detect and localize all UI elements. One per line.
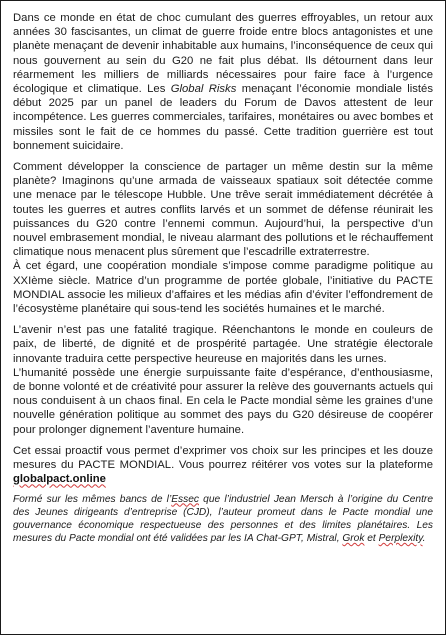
platform-link[interactable]: globalpact.online: [13, 473, 106, 486]
paragraph-intro-text-end: menaçant l’économie mondiale listés début 2025 par un panel de leaders du Forum de Davos attestent de leur incompétence. Les guerres commerciales, tarifaires, monétaires ou avec bombes et missiles sont le fait de ce hommes du passé. Cette tradition guerrière est tout bonnement suicidaire.: [13, 83, 433, 152]
footnote-text-1: Formé sur les mêmes bancs de l’: [13, 493, 172, 505]
paragraph-spaceships: Comment développer la conscience de partager un même destin sur la même planète? Imaginons qu’une armada de vaisseaux spatiaux soit détectée comme une menace par le télescope Hubble. Une trêve serait immédiatement décrétée à toutes les guerres et autres conflits larvés et un sommet de défense réunirait les puissances du G20 contre l’ennemi commun. Aujourd’hui, la perspective d’un nouvel embrasement mondial, le niveau alarmant des pollutions et le réchauffement climatique nous menacent plus sûrement que l’escadrille extraterrestre.: [13, 161, 433, 259]
paragraph-intro: [13, 11, 433, 153]
paragraph-cooperation: À cet égard, une coopération mondiale s’impose comme paradigme politique au XXIème siècle. Matrice d’un programme de portée globale, l’initiative du PACTE MONDIAL associe les milieux d’affaires et les médias afin d’éviter l’effondrement de l’écosystème planétaire qui sous-tend les sociétés humaines et le marché.: [13, 260, 433, 316]
footnote-perplexity: Perplexity: [378, 533, 423, 545]
global-risks-title: Global Risks: [170, 83, 237, 96]
paragraph-future: L’avenir n’est pas une fatalité tragique. Réenchantons le monde en couleurs de paix, de liberté, de dignité et de prospérité partagée. Une stratégie électorale innovante traduira cette perspective heureuse en majorités dans les urnes.: [13, 324, 433, 365]
paragraph-humanity: L’humanité possède une énergie surpuissante faite d’espérance, d’enthousiasme, de bonne volonté et de créativité pour assurer la relève des gouvernants actuels qui nous conduisent à un chaos final. En cela le Pacte mondial sème les graines d’une nouvelle génération politique au sommet des pays du G20 désireuse de coopérer pour prolonger dignement l’aventure humaine.: [13, 366, 433, 436]
footnote-grok: Grok: [342, 533, 365, 545]
call-to-action-text: Cet essai proactif vous permet d’exprimer vos choix sur les principes et les douze mesures du PACTE MONDIAL. Vous pourrez réitérer vos votes sur la plateforme: [13, 444, 433, 472]
paragraph-intro-text: Dans ce monde en état de choc cumulant des guerres effroyables, un retour aux années 30 fascisantes, un climat de guerre froide entre blocs antagonistes et une planète menaçant de devenir inhabitable aux humains, l’inconséquence de ceux qui nous gouvernent au sein du G20 ne fait plus débat. Ils détournent dans leur réarmement les milliers de milliards nécessaires pour faire face à l’urgence écologique et climatique. Les: [13, 12, 433, 96]
footnote-text-3: et: [364, 533, 379, 545]
footnote-text-4: .: [422, 533, 426, 545]
footnote-text-2: que l’industriel Jean Mersch à l’origine du Centre des Jeunes dirigeants d’entreprise (CJD), l’auteur promeut dans le Pacte mondial une gouvernance économique respectueuse des personnes et des limites planétaires. Les mesures du Pacte mondial ont été validées par les IA Chat-GPT, Mistral,: [13, 493, 433, 545]
author-footnote: [13, 493, 433, 546]
paragraph-call-to-action: [13, 444, 433, 487]
footnote-essec: Essec: [171, 493, 199, 505]
